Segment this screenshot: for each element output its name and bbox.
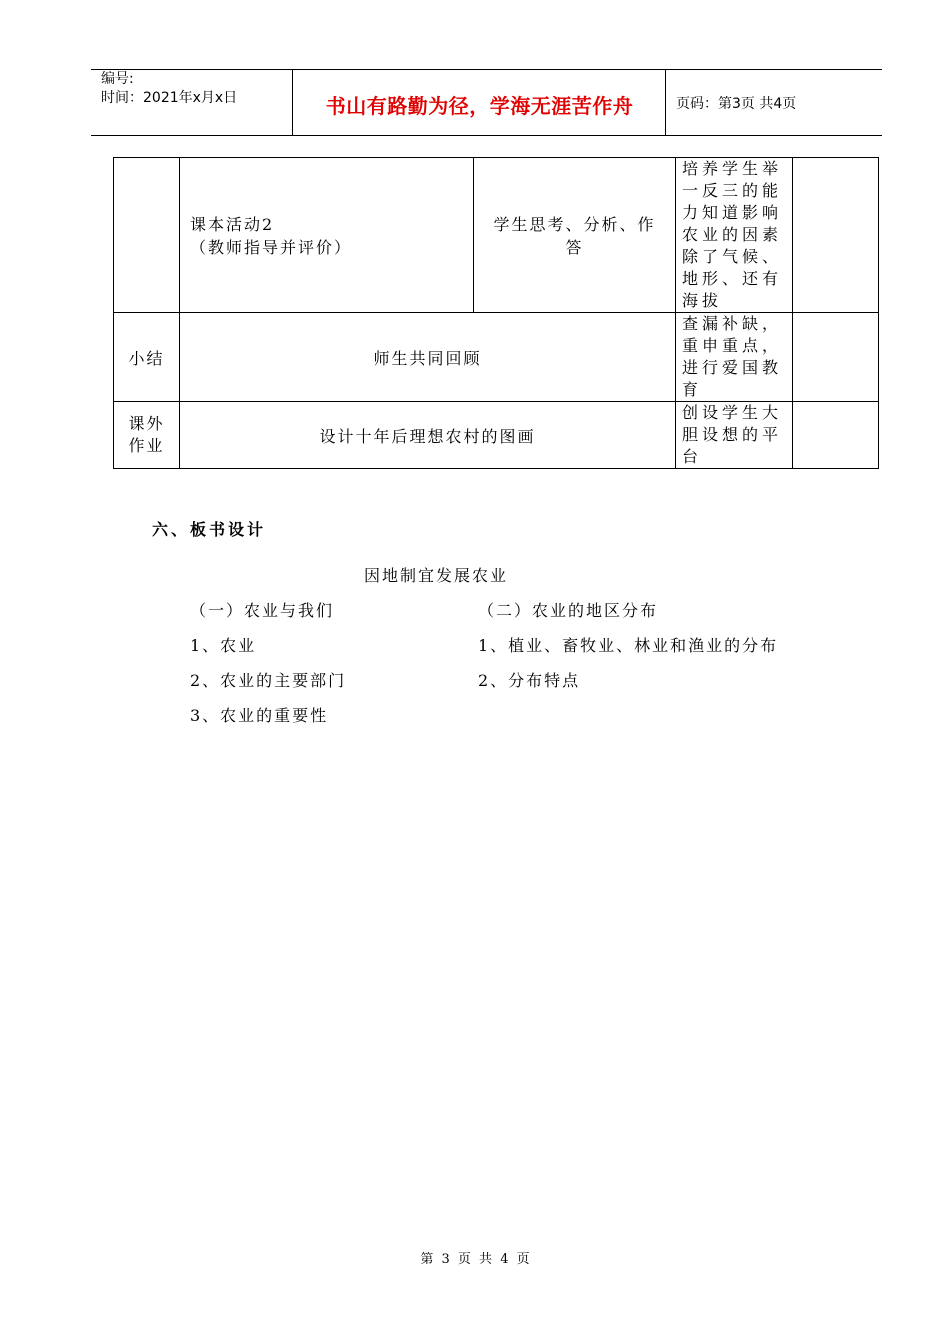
table-row (114, 402, 879, 469)
page-footer: 第 3 页 共 4 页 (420, 1252, 530, 1267)
page-info: 页码：第3页 共4页 (676, 96, 797, 112)
left-item: 1、农业 (190, 636, 257, 655)
content-line: 课本活动2 (190, 215, 275, 234)
right-heading: （二）农业的地区分布 (478, 601, 659, 620)
purpose-cell: 创设学生大胆设想的平台 (676, 402, 793, 469)
header-motto: 书山有路勤为径，学海无涯苦作舟 (325, 94, 634, 118)
student-activity-cell: 学生思考、分析、作答 (474, 158, 676, 313)
right-item: 1、植业、畜牧业、林业和渔业的分布 (478, 636, 779, 655)
content-cell (180, 158, 474, 313)
section-title: 六、板书设计 (152, 520, 267, 539)
header-meta (101, 70, 237, 108)
content-cell: 设计十年后理想农村的图画 (180, 402, 676, 469)
stage-cell: 小结 (114, 313, 180, 402)
stage-cell: 课外作业 (114, 402, 180, 469)
left-item: 3、农业的重要性 (190, 706, 329, 725)
board-title: 因地制宜发展农业 (364, 566, 509, 585)
purpose-cell: 查漏补缺，重申重点，进行爱国教育 (676, 313, 793, 402)
right-item: 2、分布特点 (478, 671, 581, 690)
notes-cell (793, 402, 879, 469)
content-cell: 师生共同回顾 (180, 313, 676, 402)
left-heading: （一）农业与我们 (190, 601, 335, 620)
notes-cell (793, 158, 879, 313)
notes-cell (793, 313, 879, 402)
content-line: （教师指导并评价） (190, 238, 353, 257)
purpose-cell: 培养学生举一反三的能力知道影响农业的因素除了气候、地形、还有海拔 (676, 158, 793, 313)
lesson-table (113, 157, 879, 469)
stage-cell (114, 158, 180, 313)
time-label: 时间：2021年x月x日 (101, 90, 238, 106)
table-row (114, 158, 879, 313)
serial-label: 编号: (101, 71, 134, 87)
table-row (114, 313, 879, 402)
header-bottom-rule (91, 135, 882, 136)
left-item: 2、农业的主要部门 (190, 671, 347, 690)
